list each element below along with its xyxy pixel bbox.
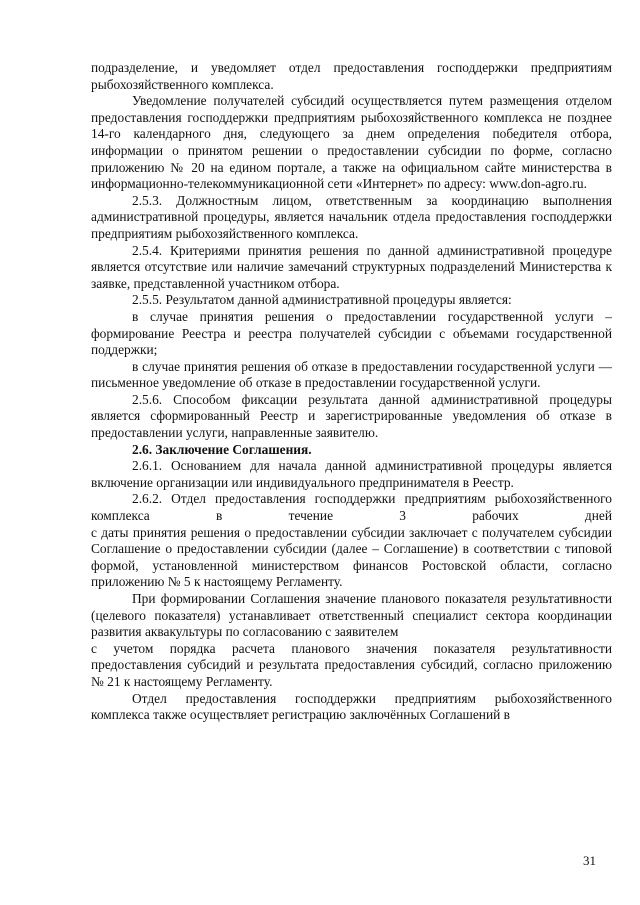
paragraph-indicator: При формировании Соглашения значение планового показателя результативности (целевого показателя) устанавливает ответственный специалист сектора координации развития аквакультуры по согласованию с заявителем [91,591,612,640]
paragraph-2-5-5: 2.5.5. Результатом данной административной процедуры является: [132,292,512,308]
paragraph-2-5-4: 2.5.4. Критериями принятия решения по данной административной процедуре является отсутствие или наличие замечаний структурных подразделений Министерства к заявке, представленной участником отбора. [91,242,612,291]
paragraph-2-6-2: 2.6.2. Отдел предоставления господдержки предприятиям рыбохозяйственного комплекса в течение 3 рабочих дней [91,491,612,524]
paragraph-result-approval: в случае принятия решения о предоставлении государственной услуги – формирование Реестра и реестра получателей субсидии с объемами государственной поддержки; [91,308,612,358]
paragraph-registration: Отдел предоставления господдержки предприятиям рыбохозяйственного комплекса также осуществляет регистрацию заключённых Соглашений в [91,690,612,723]
paragraph-indicator-calc: с учетом порядка расчета планового значения показателя результативности предоставления субсидий и результата предоставления субсидий, согласно приложению № 21 к настоящему Регламенту. [91,640,612,689]
paragraph-notification: Уведомление получателей субсидий осуществляется путем размещения отделом предоставления господдержки предприятиям рыбохозяйственного комплекса не позднее 14-го календарного дня, следующего за днем определения победителя отбора, информации о принятом решении о предоставлении субсидии по форме, согласно приложению № 20 на едином портале, а также на официальном сайте министерства в информационно-телекоммуникационной сети «Интернет» по адресу: www.don-agro.ru. [91,93,612,192]
paragraph-2-5-3: 2.5.3. Должностным лицом, ответственным за координацию выполнения административной процедуры, является начальник отдела предоставления господдержки предприятиям рыбохозяйственного комплекса. [91,192,612,241]
paragraph-2-6-1: 2.6.1. Основанием для начала данной административной процедуры является включение организации или индивидуального предпринимателя в Реестр. [91,458,612,490]
document-page [91,60,612,724]
paragraph-2-5-6: 2.5.6. Способом фиксации результата данной административной процедуры является сформированный Реестр и зарегистрированные уведомления об отказе в предоставлении услуги, направленные заявителю. [91,391,612,441]
paragraph-continuation: подразделение, и уведомляет отдел предоставления господдержки предприятиям рыбохозяйственного комплекса. [91,60,612,92]
paragraph-agreement-date: с даты принятия решения о предоставлении субсидии заключает с получателем субсидии Соглашение о предоставлении субсидии (далее – Соглашение) в соответствии с типовой формой, установленной министерством финансов Ростовской области, согласно приложению № 5 к настоящему Регламенту. [91,524,612,590]
page-number: 31 [583,853,596,868]
paragraph-result-refusal: в случае принятия решения об отказе в предоставлении государственной услуги — письменное уведомление об отказе в предоставлении государственной услуги. [91,358,612,391]
section-heading-2-6: 2.6. Заключение Соглашения. [132,441,312,457]
